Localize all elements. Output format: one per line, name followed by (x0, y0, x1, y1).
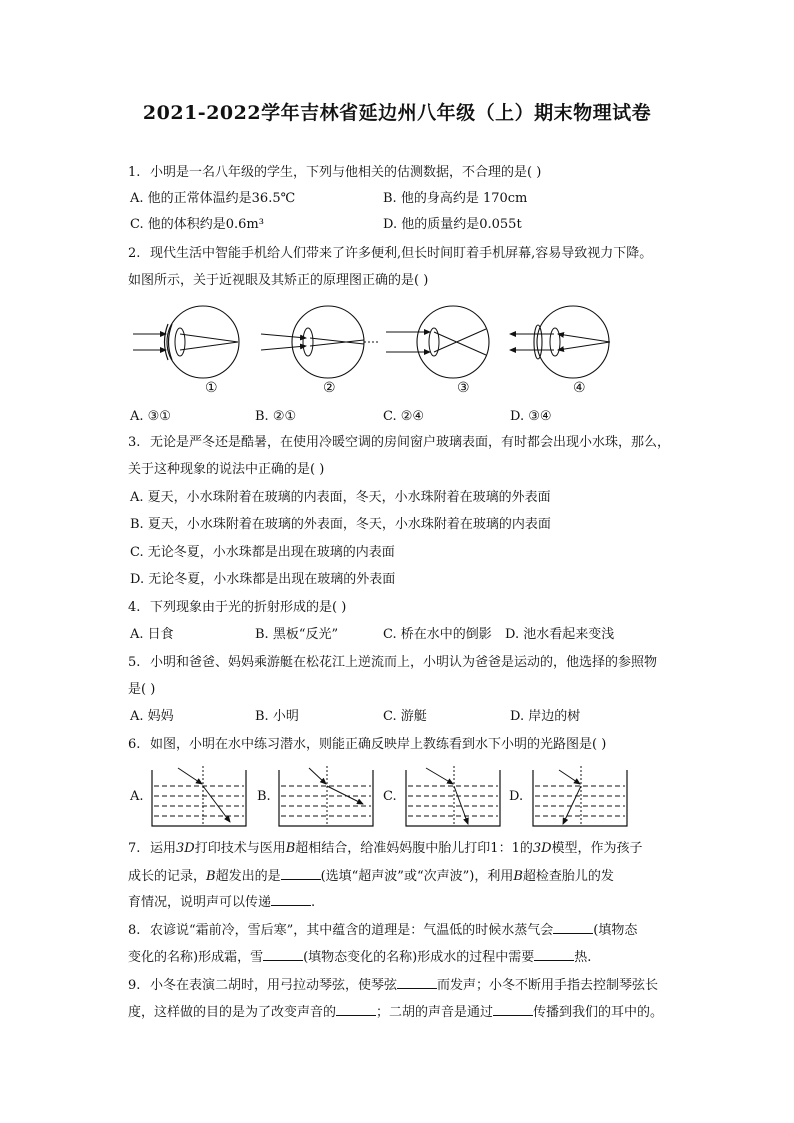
fig-label-4: ④ (573, 380, 586, 396)
q6-label-a: A. (130, 789, 144, 804)
q3-option-a: A. 夏天，小水珠附着在玻璃的内表面，冬天，小水珠附着在玻璃的外表面 (130, 490, 551, 505)
q1-option-a: A. 他的正常体温约是36.5℃ (130, 191, 296, 206)
tank-c (406, 766, 500, 826)
question-2-cont: 如图所示，关于近视眼及其矫正的原理图正确的是( ) (128, 273, 429, 288)
q1-option-c: C. 他的体积约是0.6m³ (130, 217, 264, 232)
q2-option-c: C. ②④ (383, 409, 425, 424)
question-7-line-3: 育情况，说明声可以传递 . (128, 895, 316, 910)
page-title: 2021-2022学年吉林省延边州八年级（上）期末物理试卷 (142, 102, 652, 124)
question-5: 5. 小明和爸爸、妈妈乘游艇在松花江上逆流而上，小明认为爸爸是运动的，他选择的参照物 (128, 655, 658, 670)
question-1: 1. 小明是一名八年级的学生，下列与他相关的估测数据，不合理的是( ) (128, 165, 542, 180)
q9-blank-3[interactable] (493, 1003, 533, 1016)
q3-option-b: B. 夏天，小水珠附着在玻璃的外表面，冬天，小水珠附着在玻璃的内表面 (130, 517, 551, 532)
q8-blank-2[interactable] (263, 948, 303, 961)
fig-label-2: ② (323, 380, 336, 396)
q9-blank-1[interactable] (397, 976, 437, 989)
q6-label-c: C. (383, 789, 397, 804)
eye-diagram-4 (510, 306, 610, 378)
question-9-line-2: 度，这样做的目的是为了改变声音的 ；二胡的声音是通过 传播到我们的耳中的。 (128, 1005, 664, 1020)
q4-option-b: B. 黑板“反光” (255, 627, 339, 642)
q4-option-a: A. 日食 (130, 627, 174, 642)
q2-option-d: D. ③④ (510, 409, 552, 424)
q7-blank-1[interactable] (281, 867, 321, 880)
tank-a (152, 766, 246, 826)
q1-option-d: D. 他的质量约是0.055t (383, 217, 522, 232)
question-7-line-2: 成长的记录，B超发出的是 (选填“超声波”或“次声波”)，利用B超检查胎儿的发 (128, 869, 614, 884)
q6-label-b: B. (257, 789, 271, 804)
q8-blank-1[interactable] (553, 921, 593, 934)
fig-label-1: ① (205, 380, 218, 396)
q6-label-d: D. (509, 789, 524, 804)
eye-diagram-3 (386, 306, 489, 378)
q2-option-b: B. ②① (255, 409, 297, 424)
eye-diagram-2 (261, 306, 378, 378)
q5-option-d: D. 岸边的树 (510, 709, 581, 724)
question-8-line-2: 变化的名称)形成霜，雪 (填物态变化的名称)形成水的过程中需要 热. (128, 950, 592, 965)
q1-option-b: B. 他的身高约是 170cm (383, 191, 528, 206)
q4-option-d: D. 池水看起来变浅 (505, 627, 615, 642)
q2-option-a: A. ③① (130, 409, 171, 424)
question-3-cont: 关于这种现象的说法中正确的是( ) (128, 462, 325, 477)
question-7: 7. 运用3D打印技术与医用B超相结合，给准妈妈腹中胎儿打印1：1的3D模型，作为孩子 (128, 841, 643, 856)
q7-blank-2[interactable] (271, 893, 311, 906)
question-9: 9. 小冬在表演二胡时，用弓拉动琴弦，使琴弦 而发声；小冬不断用手指去控制琴弦长 (128, 978, 659, 993)
fig-label-3: ③ (457, 380, 470, 396)
q5-option-c: C. 游艇 (383, 709, 427, 724)
tank-b (279, 766, 373, 826)
question-8: 8. 农谚说“霜前冷，雪后寒”，其中蕴含的道理是：气温低的时候水蒸气会 (填物态 (128, 923, 638, 938)
refraction-diagrams (148, 762, 628, 832)
q5-option-a: A. 妈妈 (130, 709, 174, 724)
question-6: 6. 如图，小明在水中练习潜水，则能正确反映岸上教练看到水下小明的光路图是( ) (128, 737, 607, 752)
question-3: 3. 无论是严冬还是酷暑，在使用冷暖空调的房间窗户玻璃表面，有时都会出现小水珠，那么， (128, 435, 671, 450)
q8-blank-3[interactable] (534, 948, 574, 961)
q4-option-c: C. 桥在水中的倒影 (383, 627, 492, 642)
q3-option-c: C. 无论冬夏，小水珠都是出现在玻璃的内表面 (130, 545, 395, 560)
q9-blank-2[interactable] (336, 1003, 376, 1016)
question-2: 2. 现代生活中智能手机给人们带来了许多便利,但长时间盯着手机屏幕,容易导致视力下降。 (128, 246, 653, 261)
question-5-cont: 是( ) (128, 682, 156, 697)
tank-d (533, 766, 627, 826)
eye-diagram-1 (133, 306, 239, 378)
q5-option-b: B. 小明 (255, 709, 299, 724)
q3-option-d: D. 无论冬夏，小水珠都是出现在玻璃的外表面 (130, 572, 396, 587)
question-4: 4. 下列现象由于光的折射形成的是( ) (128, 600, 347, 615)
